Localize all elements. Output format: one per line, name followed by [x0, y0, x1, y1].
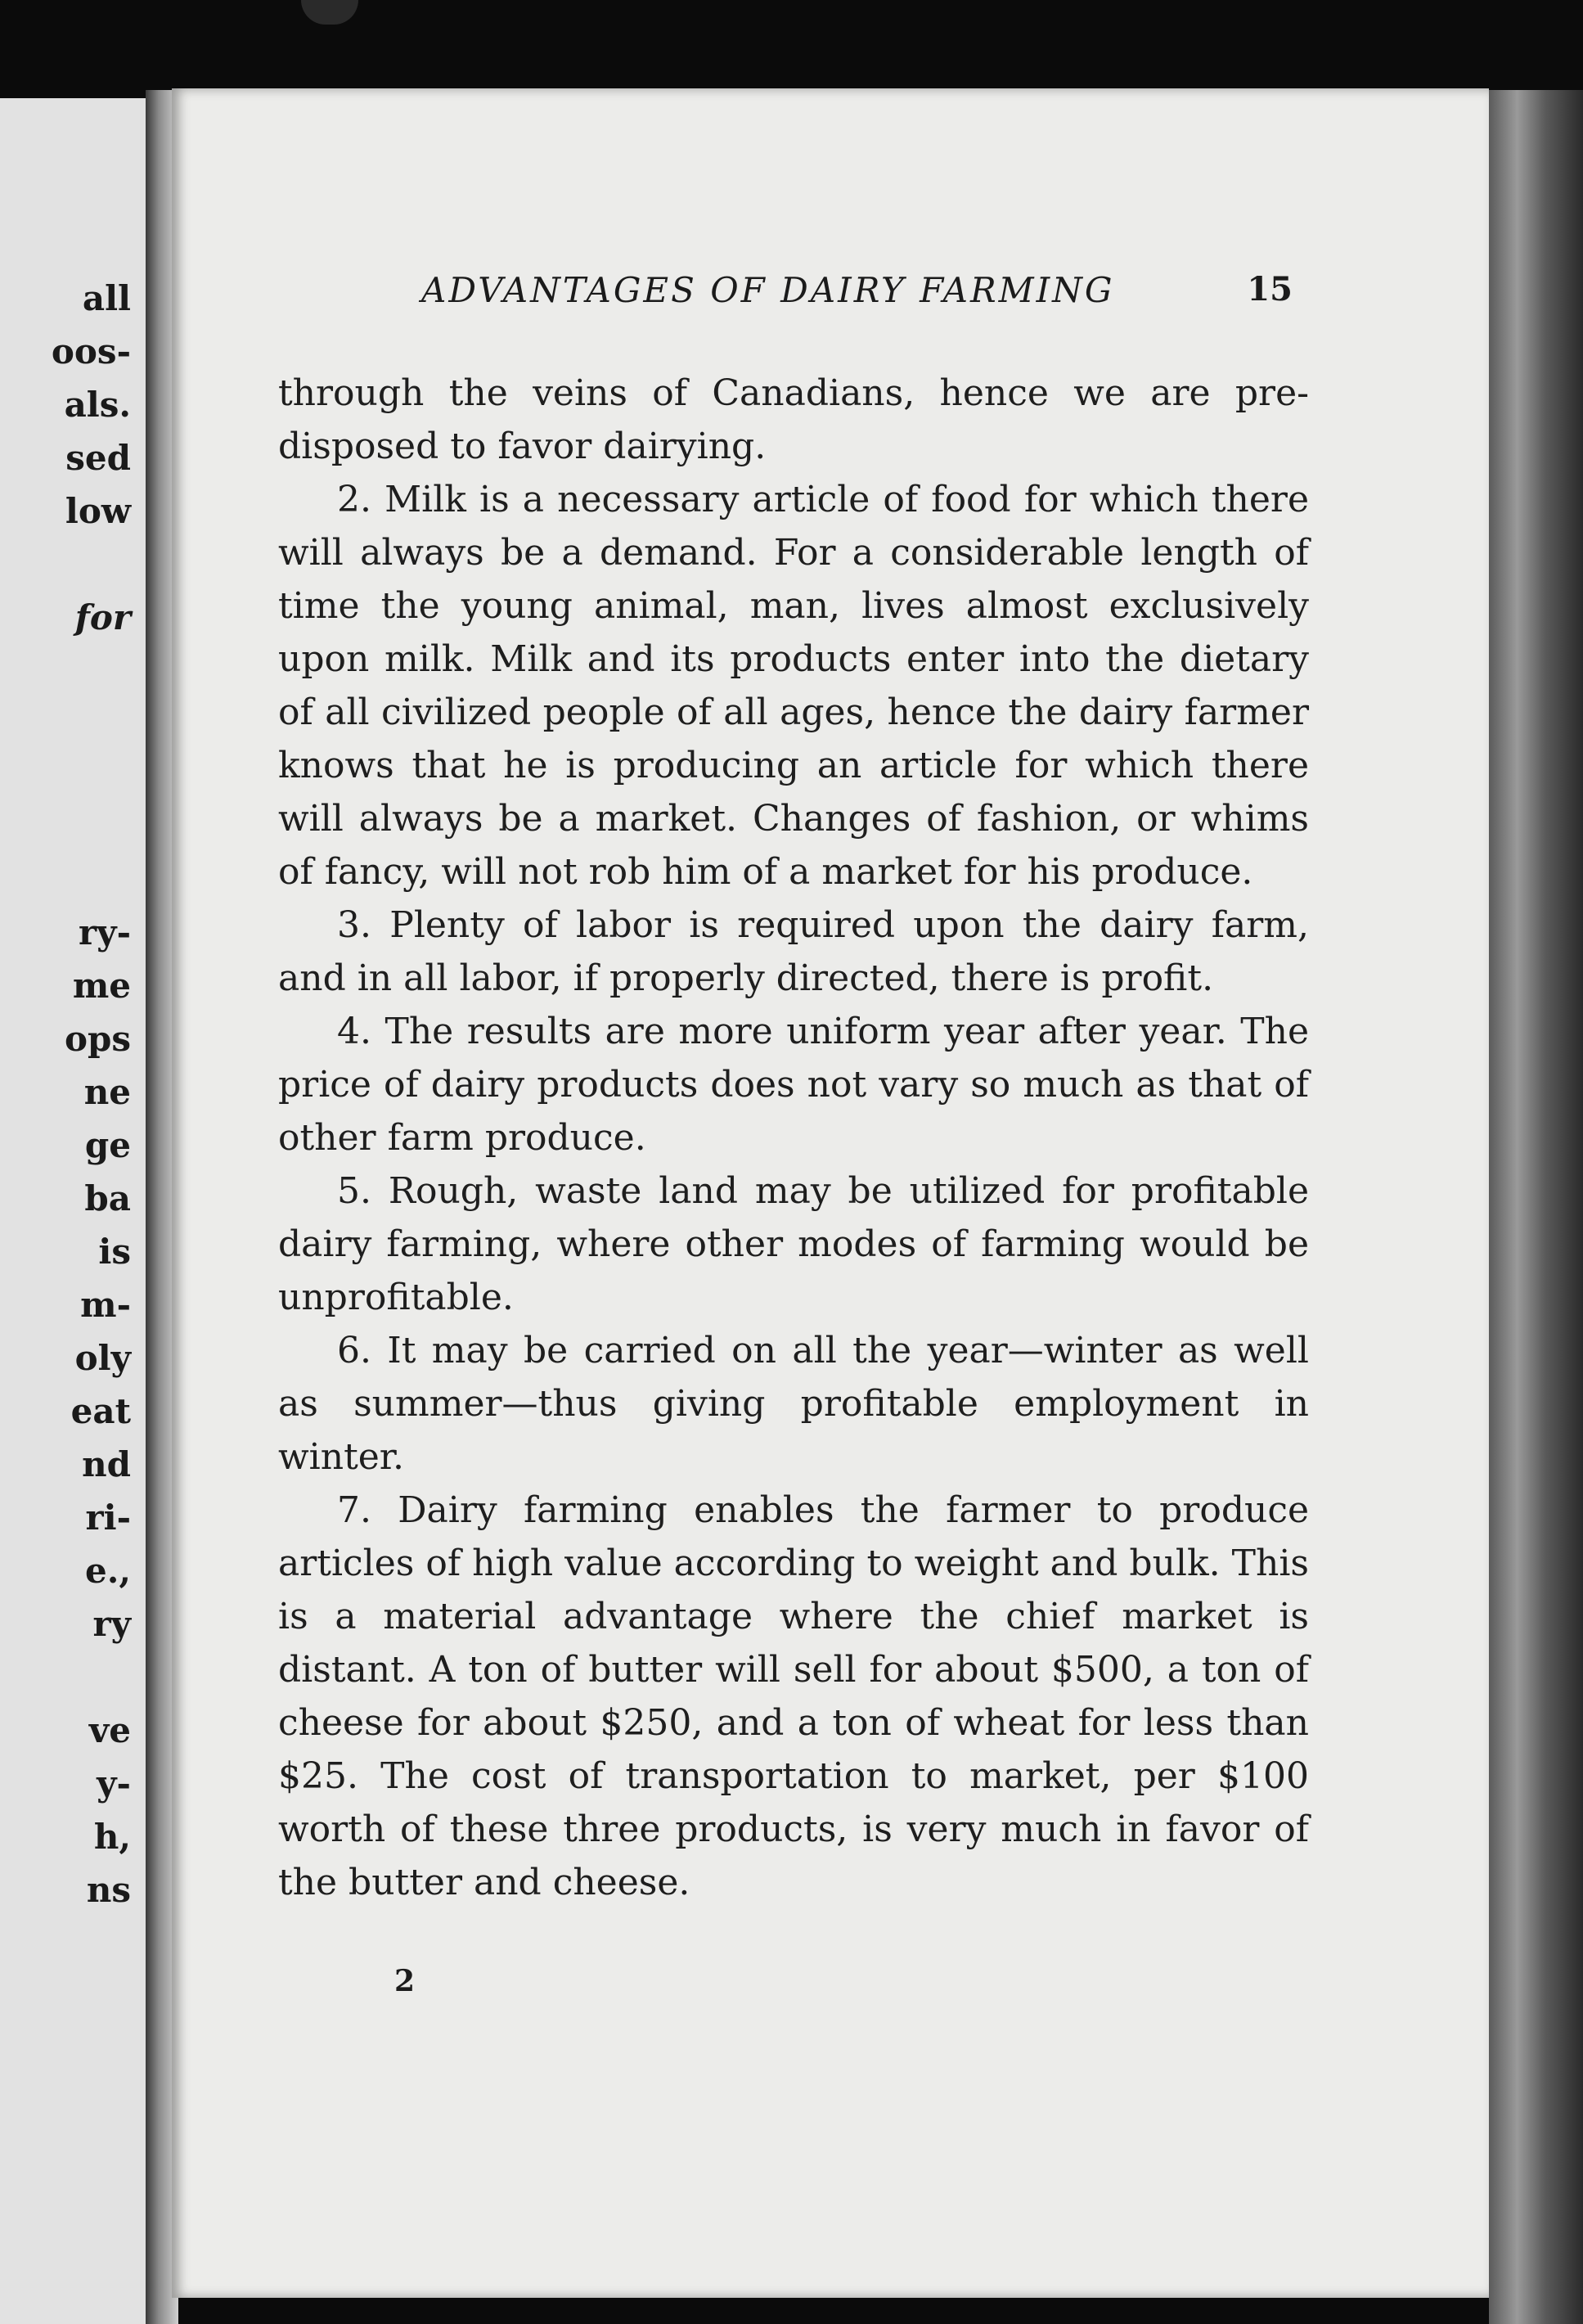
running-head-title: ADVANTAGES OF DAIRY FARMING — [421, 270, 1115, 310]
facing-page-text-fragments — [0, 98, 146, 2324]
paragraph: 6. It may be carried on all the year—winter as well as summer—thus giving profitable employment in winter. — [278, 1330, 1309, 1478]
facing-page — [0, 98, 146, 2324]
running-head — [421, 270, 1293, 319]
facing-page-fragment: is — [98, 1232, 131, 1272]
facing-page-fragment: ns — [86, 1870, 131, 1910]
facing-page-fragment: ops — [64, 1019, 131, 1059]
paragraph: 7. Dairy farming enables the farmer to produce articles of high value according to weight and bulk. This is a material advantage where the chief market is distant. A ton of butter will sell for about $500, a ton of cheese for about $250, and a ton of wheat for less than $25. The cost of transportation to market, per $100 worth of these three products, is very much in favor of the butter and cheese. — [278, 1489, 1309, 1903]
facing-page-fragment: sed — [65, 438, 131, 478]
facing-page-fragment: y- — [97, 1763, 131, 1804]
facing-page-fragment: ri- — [85, 1498, 131, 1538]
facing-page-fragment: ve — [88, 1710, 131, 1750]
facing-page-fragment: h, — [93, 1817, 131, 1857]
paragraph: 3. Plenty of labor is required upon the dairy farm, and in all labor, if properly directed, there is profit. — [278, 904, 1309, 999]
facing-page-fragment: e., — [85, 1551, 131, 1591]
paragraph: 4. The results are more uniform year after year. The price of dairy products does not vary so much as that of other farm produce. — [278, 1011, 1309, 1159]
facing-page-fragment: eat — [70, 1391, 131, 1431]
paragraph: 5. Rough, waste land may be utilized for profitable dairy farming, where other modes of farming would be unprofitable. — [278, 1170, 1309, 1318]
page-number: 15 — [1247, 270, 1293, 309]
page-edge — [1489, 90, 1583, 2324]
facing-page-fragment: for — [74, 597, 131, 637]
facing-page-fragment: oly — [74, 1338, 131, 1378]
paragraph: 2. Milk is a necessary article of food for which there will always be a demand. For a considerable length of time the young animal, man, lives almost exclusively upon milk. Milk and its products enter into the dietary of all civilized people of all ages, hence the dairy farmer knows that he is producing an article for which there will always be a market. Changes of fashion, or whims of fancy, will not rob him of a market for his produce. — [278, 479, 1309, 893]
facing-page-fragment: ne — [83, 1072, 131, 1112]
facing-page-fragment: ba — [84, 1178, 131, 1218]
body-text — [278, 367, 1309, 1909]
facing-page-fragment: ry- — [79, 912, 131, 953]
facing-page-fragment: ge — [84, 1125, 131, 1165]
facing-page-fragment: m- — [80, 1285, 131, 1325]
facing-page-fragment: als. — [64, 385, 131, 425]
facing-page-fragment: all — [82, 278, 131, 318]
paragraph: through the veins of Canadians, hence we are pre-disposed to favor dairying. — [278, 372, 1309, 467]
signature-mark: 2 — [394, 1964, 416, 1998]
scan-artifact — [301, 0, 358, 25]
facing-page-fragment: oos- — [51, 331, 131, 372]
facing-page-fragment: low — [65, 491, 131, 531]
facing-page-fragment: nd — [82, 1444, 131, 1484]
facing-page-fragment: me — [72, 966, 131, 1006]
facing-page-fragment: ry — [92, 1604, 131, 1644]
